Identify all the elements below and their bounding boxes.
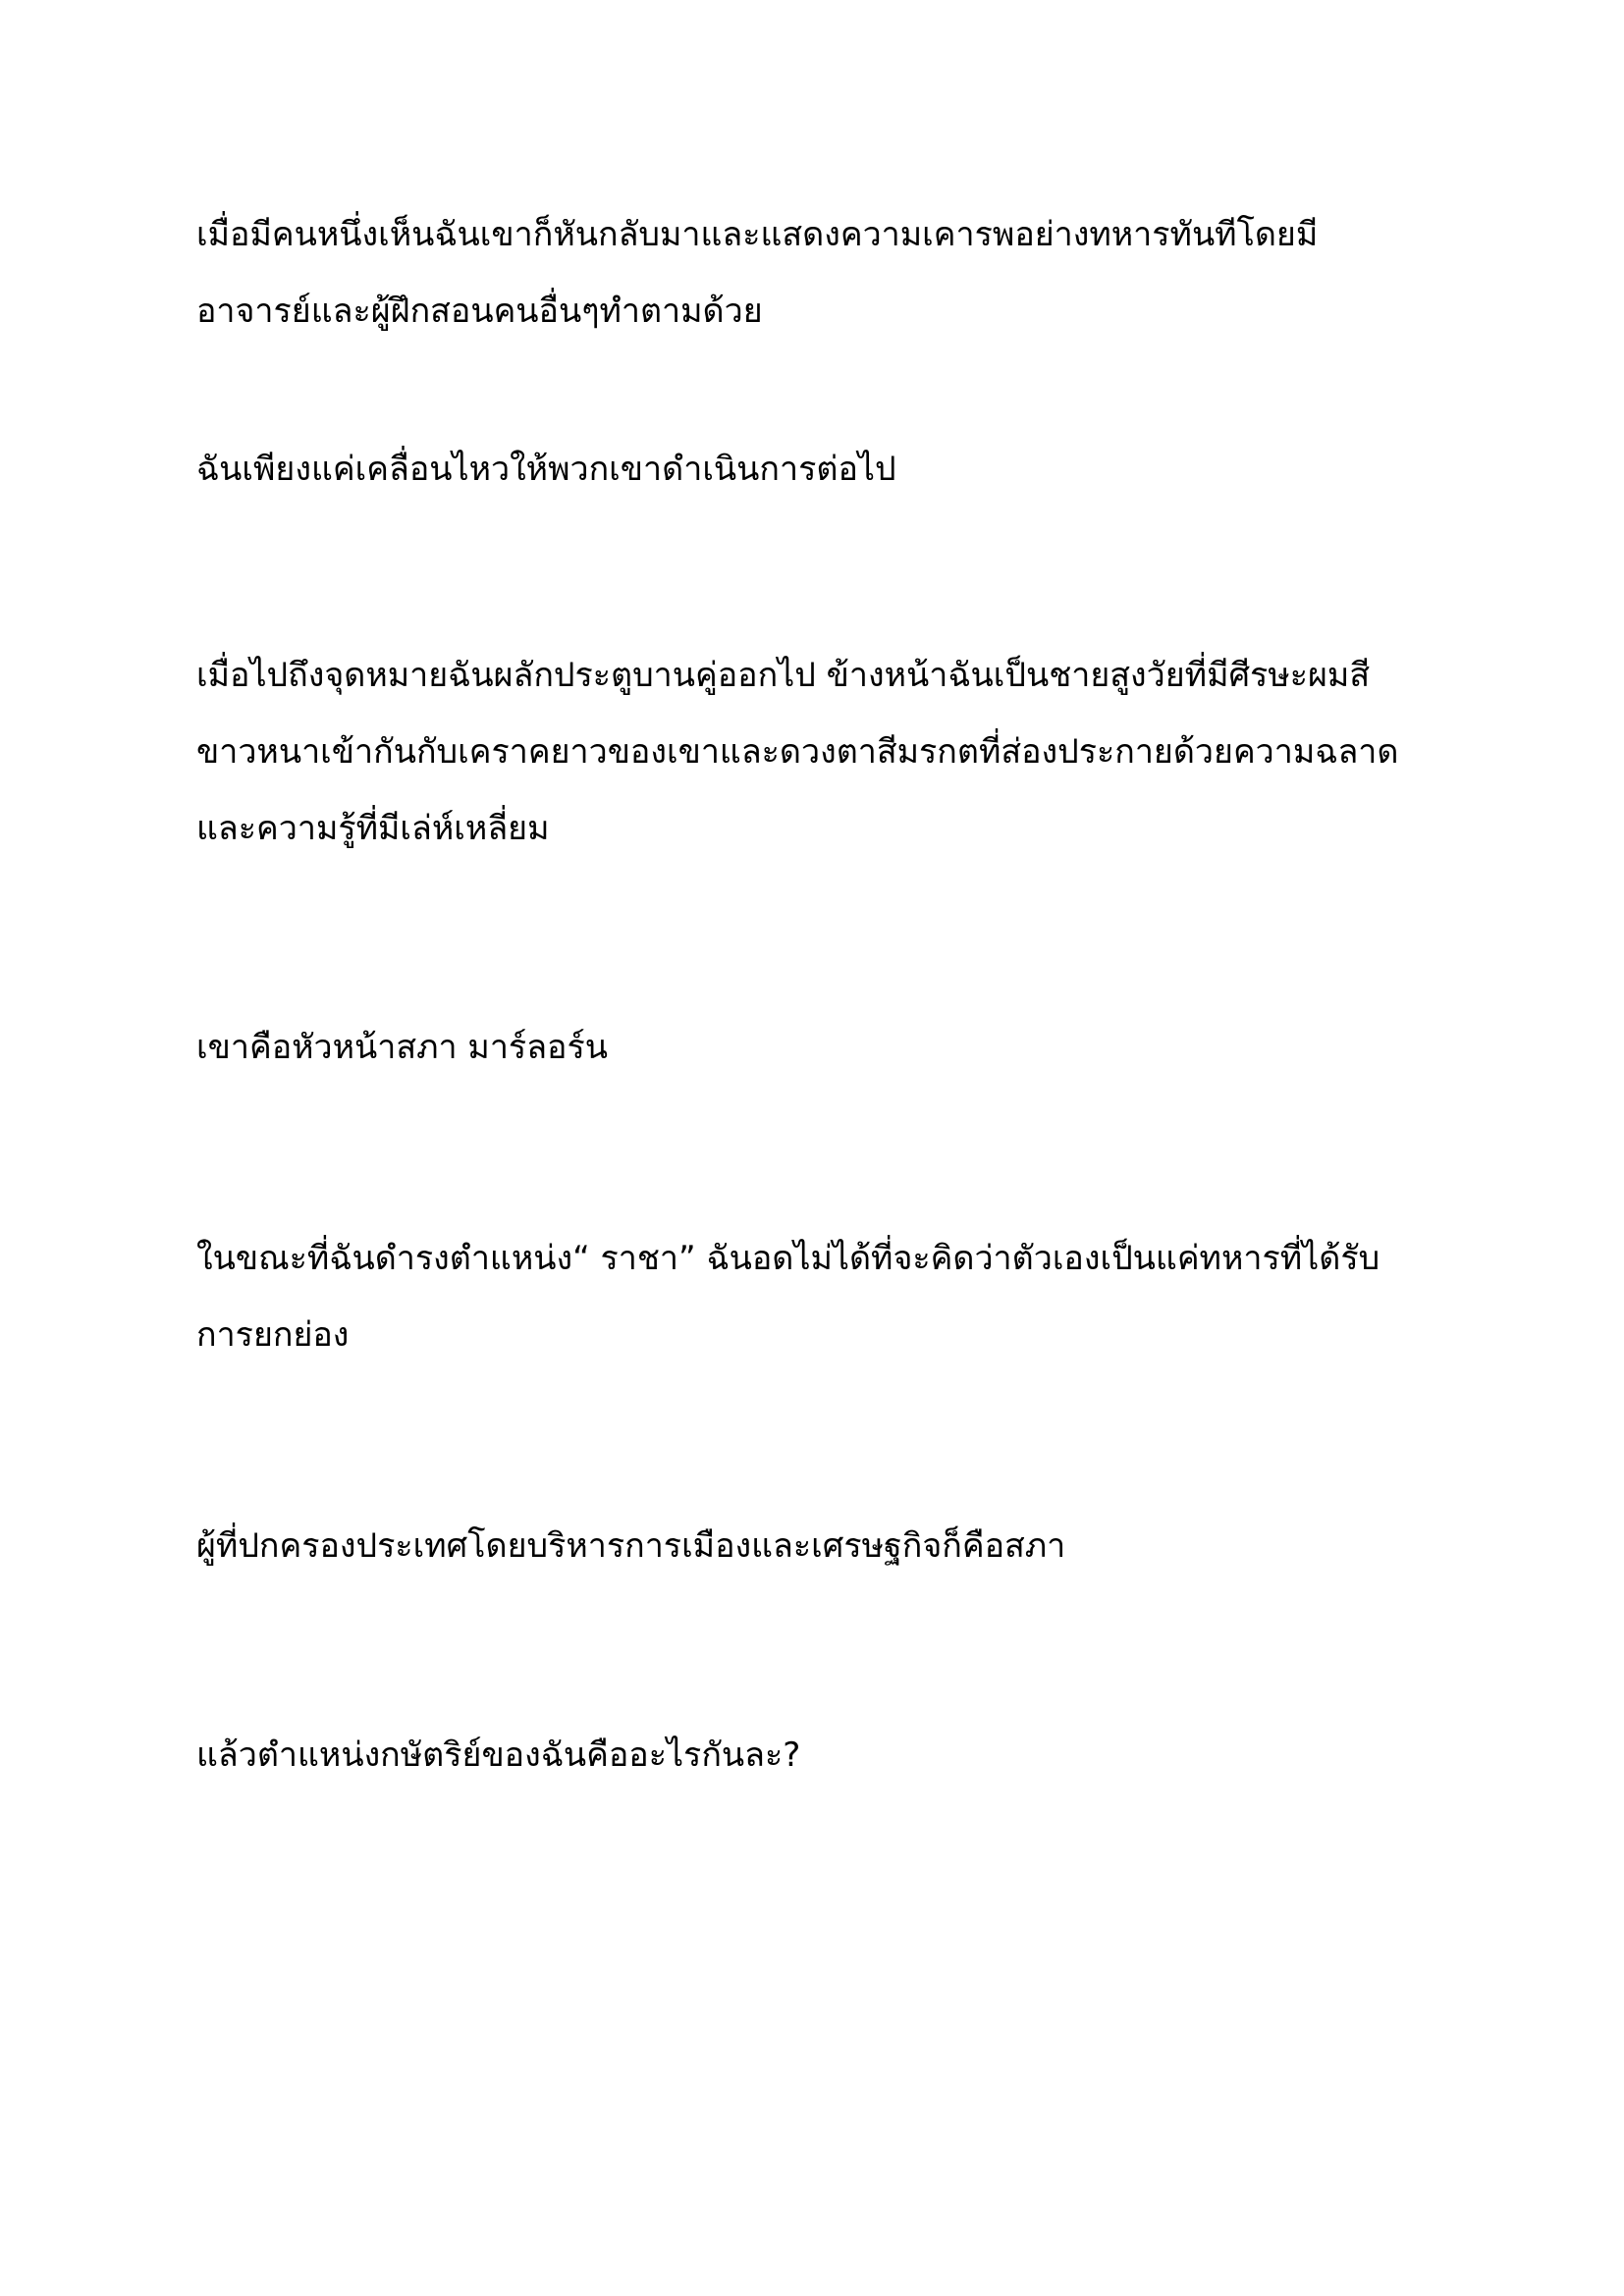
paragraph-6 [196, 1508, 1434, 1584]
paragraph-7 [196, 1717, 1434, 1793]
paragraph-line: ฉันเพียงแค่เคลื่อนไหวให้พวกเขาดำเนินการต่อไป [196, 450, 896, 489]
paragraph-2 [196, 431, 1434, 507]
paragraph-line: เมื่อมีคนหนึ่งเห็นฉันเขาก็หันกลับมาและแสดงความเคารพอย่างทหารทันทีโดยมี [196, 215, 1319, 254]
paragraph-line: และความรู้ที่มีเล่ห์เหลี่ยม [196, 809, 550, 848]
paragraph-1 [196, 196, 1434, 349]
paragraph-line: เมื่อไปถึงจุดหมายฉันผลักประตูบานคู่ออกไป ข้างหน้าฉันเป็นชายสูงวัยที่มีศีรษะผมสี [196, 656, 1371, 695]
paragraph-3 [196, 637, 1434, 867]
document-body [196, 196, 1434, 1793]
paragraph-line: แล้วตำแหน่งกษัตริย์ของฉันคืออะไรกันละ? [196, 1735, 801, 1775]
paragraph-line: การยกย่อง [196, 1315, 350, 1355]
paragraph-line: ขาวหนาเข้ากันกับเคราคยาวของเขาและดวงตาสีมรกตที่ส่องประกายด้วยความฉลาด [196, 732, 1399, 772]
paragraph-line: ผู้ที่ปกครองประเทศโดยบริหารการเมืองและเศรษฐกิจก็คือสภา [196, 1526, 1066, 1566]
paragraph-4 [196, 1009, 1434, 1086]
paragraph-5 [196, 1220, 1434, 1373]
paragraph-line: เขาคือหัวหน้าสภา มาร์ลอร์น [196, 1028, 608, 1067]
paragraph-line: ในขณะที่ฉันดำรงตำแหน่ง“ ราชา” ฉันอดไม่ได้ที่จะคิดว่าตัวเองเป็นแค่ทหารที่ได้รับ [196, 1239, 1380, 1278]
paragraph-line: อาจารย์และผู้ฝึกสอนคนอื่นๆทำตามด้วย [196, 292, 763, 331]
